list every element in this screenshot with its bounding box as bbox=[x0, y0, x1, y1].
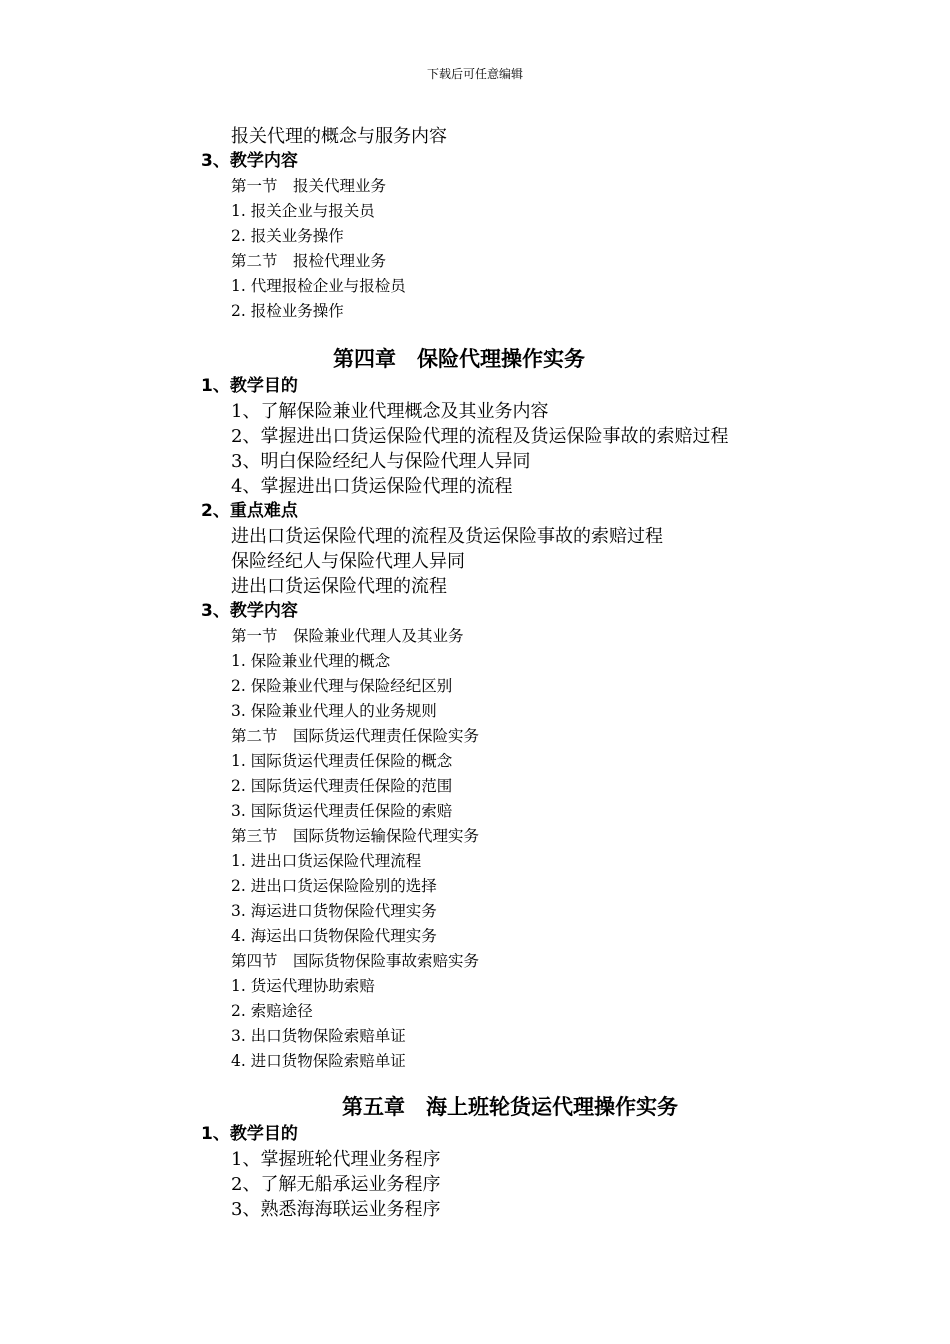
page-header: 下载后可任意编辑 bbox=[426, 67, 523, 81]
list-item: 第二节 报检代理业务 bbox=[231, 252, 387, 270]
list-item: 1. 国际货运代理责任保险的概念 bbox=[231, 752, 453, 770]
section-heading-goals: 1、教学目的 bbox=[201, 376, 298, 396]
document-body bbox=[0, 124, 950, 1222]
key-point: 进出口货运保险代理的流程 bbox=[231, 576, 447, 597]
list-item: 3. 国际货运代理责任保险的索赔 bbox=[231, 802, 453, 820]
list-item: 1. 保险兼业代理的概念 bbox=[231, 652, 391, 670]
key-point: 保险经纪人与保险代理人异同 bbox=[231, 551, 465, 572]
list-item: 第二节 国际货运代理责任保险实务 bbox=[231, 727, 480, 745]
list-item: 1. 进出口货运保险代理流程 bbox=[231, 852, 422, 870]
goal-item: 3、明白保险经纪人与保险代理人异同 bbox=[231, 451, 531, 472]
list-item: 1. 货运代理协助索赔 bbox=[231, 977, 375, 995]
goal-item: 1、掌握班轮代理业务程序 bbox=[231, 1149, 441, 1170]
spacer bbox=[0, 324, 950, 344]
section-heading-key-points: 2、重点难点 bbox=[201, 501, 298, 521]
list-item: 4. 进口货物保险索赔单证 bbox=[231, 1052, 406, 1070]
intro-line: 报关代理的概念与服务内容 bbox=[231, 126, 447, 147]
list-item: 第三节 国际货物运输保险代理实务 bbox=[231, 827, 480, 845]
list-item: 3. 出口货物保险索赔单证 bbox=[231, 1027, 406, 1045]
list-item: 3. 保险兼业代理人的业务规则 bbox=[231, 702, 437, 720]
chapter-title: 第五章 海上班轮货运代理操作实务 bbox=[342, 1095, 678, 1119]
list-item: 1. 报关企业与报关员 bbox=[231, 202, 375, 220]
goal-item: 2、了解无船承运业务程序 bbox=[231, 1174, 441, 1195]
list-item: 2. 进出口货运保险险别的选择 bbox=[231, 877, 437, 895]
goal-item: 2、掌握进出口货运保险代理的流程及货运保险事故的索赔过程 bbox=[231, 426, 729, 447]
list-item: 第一节 报关代理业务 bbox=[231, 177, 387, 195]
goal-item: 4、掌握进出口货运保险代理的流程 bbox=[231, 476, 513, 497]
list-item: 4. 海运出口货物保险代理实务 bbox=[231, 927, 437, 945]
list-item: 3. 海运进口货物保险代理实务 bbox=[231, 902, 437, 920]
list-item: 第四节 国际货物保险事故索赔实务 bbox=[231, 952, 480, 970]
chapter-title: 第四章 保险代理操作实务 bbox=[333, 347, 585, 371]
list-item: 1. 代理报检企业与报检员 bbox=[231, 277, 406, 295]
spacer bbox=[0, 1074, 950, 1092]
list-item: 2. 保险兼业代理与保险经纪区别 bbox=[231, 677, 453, 695]
list-item: 第一节 保险兼业代理人及其业务 bbox=[231, 627, 464, 645]
section-heading-goals: 1、教学目的 bbox=[201, 1124, 298, 1144]
list-item: 2. 报检业务操作 bbox=[231, 302, 344, 320]
goal-item: 3、熟悉海海联运业务程序 bbox=[231, 1199, 441, 1220]
list-item: 2. 报关业务操作 bbox=[231, 227, 344, 245]
list-item: 2. 索赔途径 bbox=[231, 1002, 313, 1020]
section-heading-teaching-content: 3、教学内容 bbox=[201, 151, 298, 171]
list-item: 2. 国际货运代理责任保险的范围 bbox=[231, 777, 453, 795]
goal-item: 1、了解保险兼业代理概念及其业务内容 bbox=[231, 401, 549, 422]
section-heading-teaching-content: 3、教学内容 bbox=[201, 601, 298, 621]
key-point: 进出口货运保险代理的流程及货运保险事故的索赔过程 bbox=[231, 526, 663, 547]
